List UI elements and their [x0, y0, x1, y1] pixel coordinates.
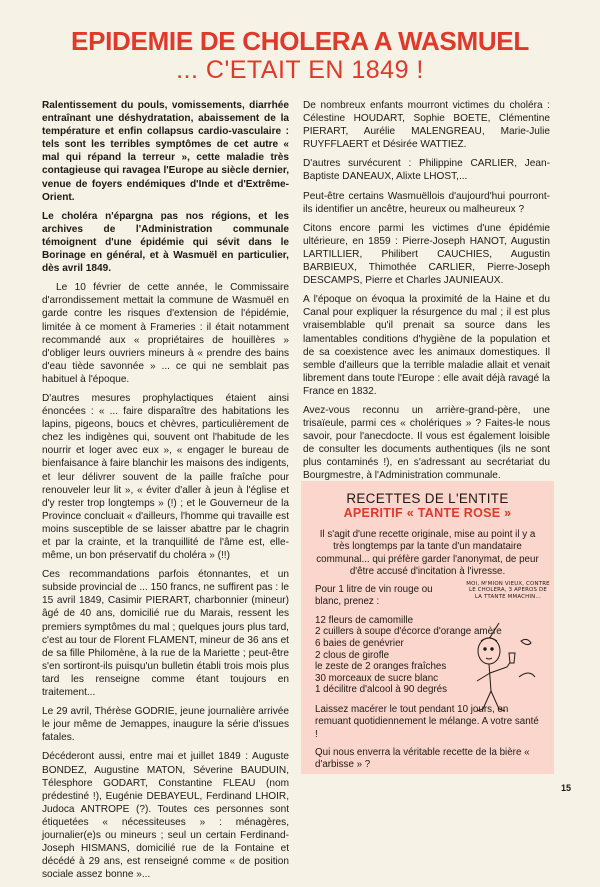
- cartoon-drawing-icon: [459, 581, 551, 723]
- ingredient: 6 baies de genévrier: [315, 637, 404, 649]
- lead-paragraph: Ralentissement du pouls, vomissements, diarrhée entraînant une déshydratation, abaissement de la température et enfin collapsus cardio-vasculaire : tels sont les terribles symptômes de cet autre « mal qui répand la terreur », cette maladie très contagieuse qui ravagea l'Europe au siècle dernier, venue de foyers endémiques d'Inde et d'Extrême-Orient.: [42, 100, 289, 203]
- paragraph: Ces recommandations parfois étonnantes, et un subside provincial de ... 150 francs, ne suffirent pas : le 15 avril 1849, Casimir PIERART, charbonnier (mineur) âgé de 40 ans, domicilié rue du Marais, ressent les premiers symptômes du mal ; quelques jours plus tard, c'est au tour de Florent FLAMENT, mineur de 36 ans et de sa fille Philomène, à la rue de la Mariette ; peut-être s'en sortiront-ils puisqu'un bulletin établi trois mois plus tard les renseigne comme étant toujours en traitement...: [42, 569, 289, 699]
- paragraph: A l'époque on évoqua la proximité de la Haine et du Canal pour expliquer la résurgence du mal ; il est plus vraisemblable qu'il prenait sa source dans les lamentables conditions d'hygiène de la population et de sa coexistence avec les animaux domestiques. Il semble d'ailleurs que la terrible maladie allait et venait librement dans toute l'Europe : elle avait déjà ravagé la France en 1832.: [303, 294, 550, 397]
- ingredient: 2 cuillers à soupe d'écorce d'orange amère: [315, 626, 502, 638]
- recipe-box-subtitle: APERITIF « TANTE ROSE »: [343, 506, 512, 520]
- paragraph: Décéderont aussi, entre mai et juillet 1849 : Auguste BONDEZ, Augustine MATON, Séverine BAUDUIN, Télesphore GODART, Constantine FLEAU (nom prédestiné !), Eugénie DEBAYEUL, Ferdinand LHOIR, Judoca ANTROPE (?). Toutes ces personnes sont étiquetées « nécessiteuses » : ménagères, journalier(e)s ou mineurs ; seul un certain Ferdinand-Joseph HISMANS, domicilié rue de la Fontaine et décédé à 29 ans, est renseigné comme « de position sociale assez bonne »...: [42, 751, 289, 881]
- ingredient: 1 décilitre d'alcool à 90 degrés: [315, 684, 448, 696]
- recipe-box: [301, 481, 554, 774]
- paragraph: De nombreux enfants mourront victimes du choléra : Célestine HOUDART, Sophie BOETE, Clémentine PIERART, Aurélie MALENGREAU, Marie-Julie RUYFFLAERT et Désirée WATTIEZ.: [303, 100, 550, 151]
- paragraph: Avez-vous reconnu un arrière-grand-père, une trisaïeule, parmi ces « cholériques » ? Faites-le nous savoir, pour l'anecdocte. Il vous est également loisible de consulter les documents authentiques (ils ne sont plus contaminés !), en s'adressant au secrétariat du Bourgmestre, à l'Administration communale.: [303, 404, 550, 482]
- paragraph: D'autres survécurent : Philippine CARLIER, Jean-Baptiste DANEAUX, Alixte LHOST,...: [303, 158, 550, 183]
- recipe-closing: Qui nous enverra la véritable recette de la bière « d'arbisse » ?: [315, 746, 530, 771]
- paragraph: Le 10 février de cette année, le Commissaire d'arrondissement mettait la commune de Wasmuël en garde contre les risques d'extension de l'épidémie, limitée à ce moment à Frameries : il était notamment recommandé aux « propriétaires de houillères » d'obliger leurs ouvriers mineurs à « prendre des bains d'eau tiède savonnée » ... ce qui ne semblait pas habituel à l'époque.: [42, 282, 289, 385]
- ingredient: 12 fleurs de camomille: [315, 614, 414, 626]
- paragraph: D'autres mesures prophylactiques étaient ainsi énoncées : « ... faire disparaître des habitations les lapins, pigeons, boucs et chèvres, particulièrement de chez les indigènes qui, souvent ont l'habitude de les nourrir et loger avec eux », « engager le bureau de bienfaisance à faire blanchir les maisons des indigents, et leur délivrer souvent de la paille fraîche pour renouveler leur lit », « éviter d'aller à jeun à l'église et d'y rester trop longtemps » (!) ; et le Gouverneur de la Province concluait « d'ailleurs, l'homme qui travaille est moins susceptible de se laisser abattre par le chagrin et par la crainte, et la tranquillité de l'âme est, elle-même, un bon préservatif du choléra » (!!): [42, 392, 289, 562]
- headline: EPIDEMIE DE CHOLERA A WASMUEL: [71, 26, 529, 56]
- recipe-instructions: Laissez macérer le tout pendant 10 jours, en remuant quotidiennement le mélange. A votre santé !: [315, 703, 539, 740]
- cartoon-caption: MOI, M'MION VIEUX, CONTRE LE CHOLERA, 3 APEROS DE LA TTANTE MMACHIN...: [466, 581, 550, 600]
- paragraph: Peut-être certains Wasmuëllois d'aujourd'hui pourront-ils identifier un ancêtre, heureux ou malheureux ?: [303, 190, 550, 215]
- recipe-lead: Pour 1 litre de vin rouge ou blanc, prenez :: [315, 584, 433, 608]
- ingredient-list: [315, 614, 502, 696]
- ingredient: le zeste de 2 oranges fraîches: [315, 661, 447, 673]
- lead-paragraph-2: Le choléra n'épargna pas nos régions, et les archives de l'Administration communale témoignent d'une épidémie qui sévit dans le Borinage en général, et à Wasmuël en particulier, dès avril 1849.: [42, 210, 289, 275]
- cartoon-drinker: [459, 581, 551, 723]
- left-column: [42, 99, 289, 887]
- recipe-intro: Il s'agit d'une recette originale, mise au point il y a très longtemps par la tante d'un mandataire communal... qui préfère garder l'anonymat, de peur d'être accusé d'incitation à l'ivresse.: [316, 529, 539, 577]
- paragraph: Le 29 avril, Thérèse GODRIE, jeune journalière arrivée le jour même de Jemappes, inaugure la série d'issues fatales.: [42, 706, 289, 744]
- recipe-box-title: RECETTES DE L'ENTITE: [346, 491, 509, 506]
- ingredient: 30 morceaux de sucre blanc: [315, 672, 439, 684]
- ingredient: 2 clous de girofle: [315, 649, 390, 661]
- paragraph: Citons encore parmi les victimes d'une épidémie ultérieure, en 1859 : Pierre-Joseph HANOT, Augustin LARTILLIER, Philibert CAUCHIES, Augustin BARBIEUX, Thimothée CARLIER, Pierre-Joseph DESCAMPS, Pierre et Charles JAUNIEAUX.: [303, 222, 550, 287]
- page-number: 15: [561, 783, 572, 793]
- subheadline: ... C'ETAIT EN 1849 !: [176, 56, 424, 84]
- right-column: [303, 99, 550, 489]
